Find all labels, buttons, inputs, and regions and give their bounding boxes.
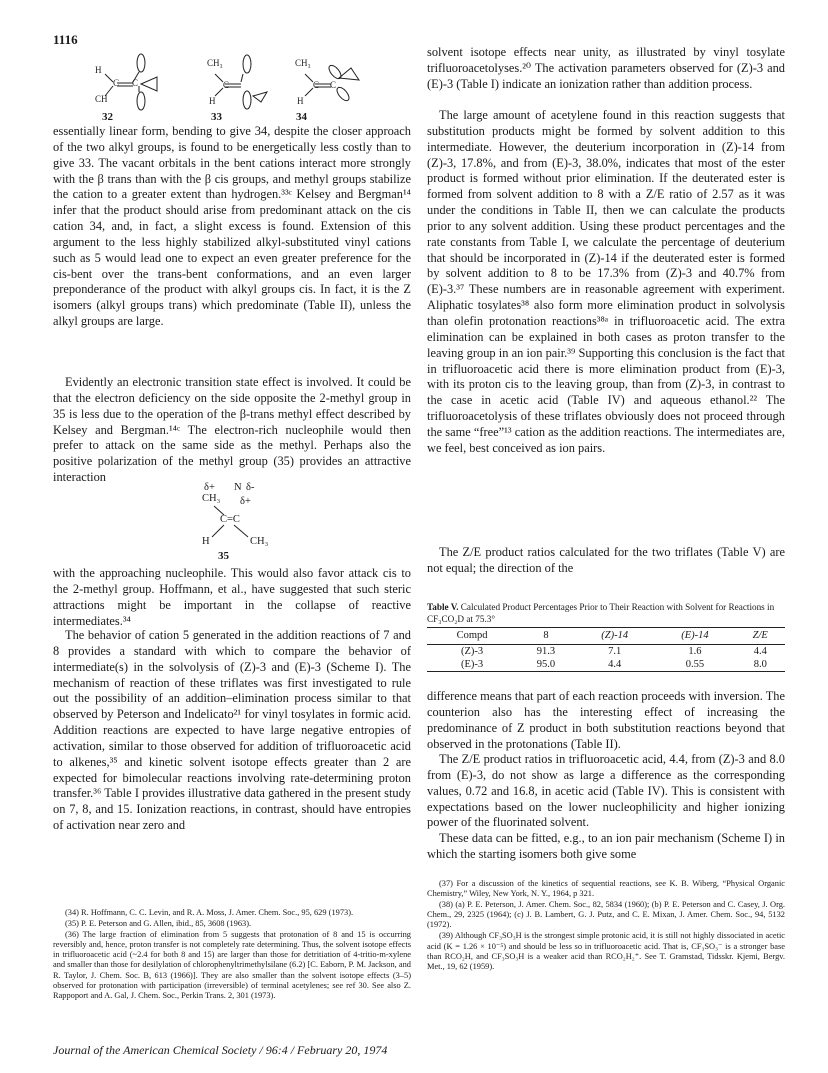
svg-text:C: C <box>132 78 139 88</box>
footnote-35: (35) P. E. Peterson and G. Allen, ibid., 85, 3608 (1963). <box>65 919 252 929</box>
delta-plus-methyl: δ+ <box>204 482 215 493</box>
table-cell: 1.6 <box>688 646 702 657</box>
footnote-39: (39) Although CF₃SO₃H is the strongest simple protonic acid, it is still not highly dissociated in acetic acid (K = 1.26 × 10⁻⁵) and should be less so in trifluoroacetic acid. That is, CF₃SO₃⁻ is a stronger base than RCO₂H, and CF₃SO₃H is a weaker acid than RCO₂H₂⁺. See T. Gramstad, Tidsskr. Kjemi, Bergv. Met., 19, 62 (1959). <box>427 931 785 971</box>
compound-label-34: 34 <box>296 111 307 123</box>
table-caption-label: Table V. <box>427 602 459 612</box>
footnote-34: (34) R. Hoffmann, C. C. Levin, and R. A. Moss, J. Amer. Chem. Soc., 95, 629 (1973). <box>65 908 354 917</box>
footnote-37: (37) For a discussion of the kinetics of sequential reactions, see K. B. Wiberg, “Physical Organic Chemistry,” Wiley, New York, N. Y., 1964, p 321. <box>427 879 785 899</box>
svg-text:CH₃: CH₃ <box>207 58 223 68</box>
delta-minus: δ- <box>246 482 255 493</box>
svg-text:H: H <box>297 96 304 106</box>
left-paragraph-1: essentially linear form, bending to give 34, despite the closer approach of the two alkyl groups, is found to be energetically less costly than to give 33. The vacant orbitals in the bent cations interact more strongly with the β trans than with the β cis groups, and methyl groups stabilize the cation to a greater extent than hydrogen.³³ᶜ Kelsey and Bergman¹⁴ infer that the product should arise from predominant attack on the cis cation 34, and, in fact, a slight excess is found. Extension of this argument to the less highly stabilized alkyl-substituted vinyl cations such as 5 would lead one to expect an even greater preference for the cis-bent over the trans-bent conformations, and an even larger preponderance of the product with alkyl groups cis. In fact, it is the Z isomers (alkyl groups trans) which predominate (Table II), unless the alkyl groups are large. <box>53 124 411 329</box>
table-cell: 4.4 <box>575 658 655 672</box>
structure-35 <box>190 482 270 562</box>
svg-text:C: C <box>330 80 337 90</box>
right-paragraph-6: These data can be fitted, e.g., to an ion pair mechanism (Scheme I) in which the starting isomers both give some <box>427 831 785 861</box>
compound-label-32: 32 <box>102 111 113 123</box>
c-double-c: C=C <box>220 514 240 525</box>
table-header-cell: (Z)-14 <box>575 628 655 645</box>
left-paragraph-2: Evidently an electronic transition state effect is involved. It could be that the electron deficiency on the side opposite the 2-methyl group in 35 is less due to the operation of the β-trans methyl effect described by Kelsey and Bergman.¹⁴ᶜ The electron-rich nucleophile would then prefer to attack on the same side as the methyl. Perhaps also the positive polarization of the methyl group (35) provides an attractive interaction <box>53 375 411 485</box>
svg-text:H: H <box>209 96 216 106</box>
ch3-bottom: CH₃ <box>250 536 269 547</box>
structures-32-34 <box>83 52 363 118</box>
table-header-row <box>427 628 785 645</box>
table-cell: 91.3 <box>536 646 556 657</box>
table-cell: 0.55 <box>654 658 735 672</box>
table-header-cell: Z/E <box>736 628 786 645</box>
table-row <box>427 645 785 659</box>
svg-text:CH₃: CH₃ <box>295 58 311 68</box>
product-percentages-table <box>427 627 785 672</box>
footnote-38: (38) (a) P. E. Peterson, J. Amer. Chem. Soc., 82, 5834 (1960); (b) P. E. Peterson and C. Casey, J. Org. Chem., 29, 2325 (1964); (c) J. B. Lambert, G. J. Putz, and C. E. Mixan, J. Amer. Chem. Soc., 94, 5132 (1972). <box>427 900 785 930</box>
nucleophile-N: N <box>234 482 242 493</box>
table-cell: 95.0 <box>517 658 575 672</box>
right-paragraph-1: solvent isotope effects near unity, as illustrated by vinyl tosylate trifluoroacetolyses.²⁰ The activation parameters observed for (Z)-3 and (E)-3 (Table I) indicate an ionization rather than addition process. <box>427 45 785 91</box>
right-paragraph-5: The Z/E product ratios in trifluoroacetic acid, 4.4, from (Z)-3 and 8.0 from (E)-3, do not show as large a difference as the corresponding values, 0.72 and 16.8, in acetic acid (Table IV). This is consistent with expectations based on the lower nucleophilicity and higher ionizing power of the fluorinated solvent. <box>427 752 785 830</box>
svg-text:H: H <box>95 65 102 75</box>
structure-35-bonds <box>190 482 270 562</box>
table-header-cell: Compd <box>427 628 517 645</box>
table-row <box>427 658 785 672</box>
svg-text:CH: CH <box>95 94 108 104</box>
table-cell: 4.4 <box>753 646 767 657</box>
footnote-36: (36) The large fraction of elimination from 5 suggests that protonation of 8 and 15 is occurring reversibly and, hence, proton transfer is not completely rate determining. Thus, the solvent isotope effects in trifluoroacetic acid (~2.4 for both 8 and 15) are larger than those for detritiation of 4-tritio-m-xylene and smaller than those for desilylation of chlorophenyltrimethylsilane (6.2) [C. Eaborn, P. M. Jackson, and R. Taylor, J. Chem. Soc. B, 613 (1966)]. They are also smaller than the solvent isotope effects (3–5) observed for protonation with participation (irreversible) of terminal acetylenes; see ref 30. See also Z. Rappoport and A. Gal, J. Chem. Soc., Perkin Trans. 2, 301 (1973). <box>53 930 411 1000</box>
delta-plus-carbon: δ+ <box>240 496 251 507</box>
right-paragraph-3: The Z/E product ratios calculated for the two triflates (Table V) are not equal; the direction of the <box>427 545 785 575</box>
page-number: 1116 <box>53 32 78 47</box>
svg-text:C: C <box>113 78 120 88</box>
hydrogen: H <box>202 536 210 547</box>
table-cell: 8.0 <box>736 658 786 672</box>
table-caption <box>427 601 785 625</box>
left-paragraph-4: The behavior of cation 5 generated in the addition reactions of 7 and 8 provides a standard with which to compare the behavior of intermediate(s) in the solvolysis of (Z)-3 and (E)-3 (Scheme I). The mechanism of reaction of these triflates was first investigated to rule out the possibility of an addition–elimination process similar to that observed by Peterson and Indelicato²¹ for vinyl tosylates in formic acid. Addition reactions are expected to have large negative entropies of activation, similar to those observed for addition of trifluoroacetic acid to alkenes,³⁵ and kinetic solvent isotope effects greater than 2 are expected for bimolecular reactions involving rate-determining proton transfer.³⁶ Table I provides illustrative data gathered in the present study on 7, 8, and 15. Ionization reactions, in contrast, should have entropies of activation near zero and <box>53 628 411 833</box>
svg-text:C: C <box>223 80 230 90</box>
right-paragraph-2: The large amount of acetylene found in this reaction suggests that substitution products might be formed by solvent addition to this intermediate. However, the deuterium incorporation in (Z)-14 from (Z)-3, 17.8%, and from (E)-3, 38.0%, indicates that most of the ester product is formed without prior elimination. If the deuterated ester is formed from solvent addition to 8 with a Z/E ratio of 2.57 as it was under the conditions in Table II, then we can calculate the products prior to any solvent addition. Using these product percentages and the rate constants from Table I, we calculate the percentage of deuterium that should be incorporated in (Z)-14 if the deuterated ester is formed by solvent addition to 8 to be 17.3% from (Z)-3 and 40.7% from (E)-3.³⁷ These numbers are in reasonable agreement with experiment. Aliphatic tosylates³⁸ also form more elimination product in solvolysis than olefin protonation reactions³⁸ᵃ in trifluoroacetic acid. The extra elimination can be explained in both cases as proton transfer to the leaving group in an ion pair.³⁹ Supporting this conclusion is the fact that in trifluoroacetic acid there is more elimination product from (E)-3, with its proton cis to the leaving group, than from (Z)-3, in contrast to the case in acetic acid (Table IV) and aqueous ethanol.²² The trifluoroacetolysis of these triflates obviously does not proceed through the same “free”¹³ cation as the addition reactions. The intermediates are, we feel, best conceived as ion pairs. <box>427 108 785 455</box>
table-header-cell: 8 <box>517 628 575 645</box>
left-paragraph-3: with the approaching nucleophile. This would also favor attack cis to the 2-methyl group. Hoffmann, et al., have suggested that such steric attractions might be important in the collapse of reactive intermediates.³⁴ <box>53 566 411 628</box>
right-paragraph-4: difference means that part of each reaction proceeds with inversion. The counterion also has the interesting effect of increasing the predominance of Z product in both substitution reactions beyond that observed in the protonations (Table II). <box>427 689 785 751</box>
compound-label-33: 33 <box>211 111 222 123</box>
table-cell: (E)-3 <box>427 658 517 672</box>
table-cell: 7.1 <box>608 646 622 657</box>
table-header-cell: (E)-14 <box>654 628 735 645</box>
table-caption-text: Calculated Product Percentages Prior to Their Reaction with Solvent for Reactions in CF₃CO₂D at 75.3° <box>427 602 775 624</box>
svg-text:C: C <box>313 80 320 90</box>
right-footnotes <box>427 879 785 973</box>
journal-footer: Journal of the American Chemical Society / 96:4 / February 20, 1974 <box>53 1043 388 1057</box>
left-footnotes <box>53 908 411 1002</box>
compound-label-35: 35 <box>218 550 229 562</box>
table-cell: (Z)-3 <box>460 646 484 657</box>
ch3-top: CH₃ <box>202 493 221 504</box>
